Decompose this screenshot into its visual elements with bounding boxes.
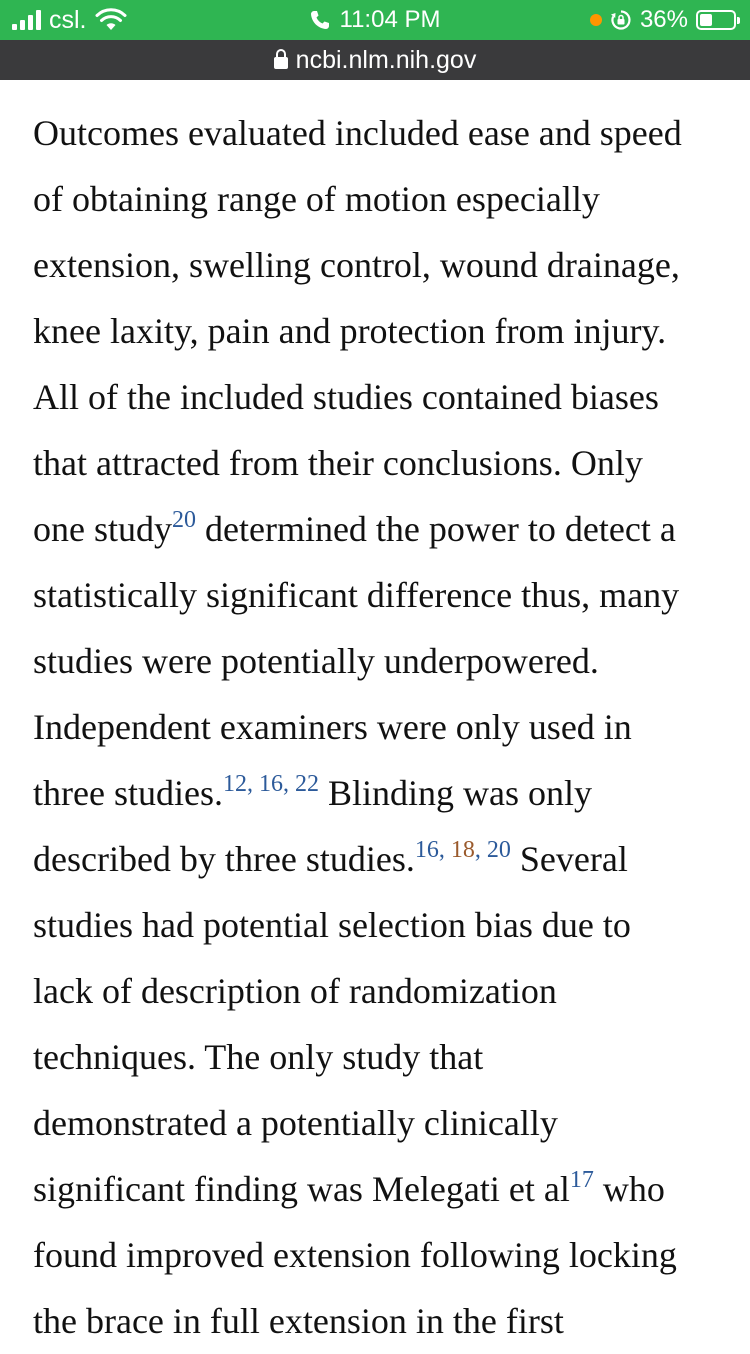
article-line: All of the included studies contained biases	[33, 377, 659, 417]
article-text: significant finding was Melegati et al	[33, 1169, 570, 1209]
article-line: of obtaining range of motion especially	[33, 179, 600, 219]
article-line: demonstrated a potentially clinically	[33, 1103, 558, 1143]
article-line: Independent examiners were only used in	[33, 707, 632, 747]
reference-link[interactable]: 18	[450, 837, 475, 863]
article-line: extension, swelling control, wound drainage,	[33, 245, 680, 285]
reference-separator: ,	[438, 837, 451, 863]
article-line	[33, 1156, 723, 1222]
status-bar	[0, 0, 750, 40]
carrier-name: csl.	[49, 5, 87, 34]
article-line: studies had potential selection bias due to	[33, 905, 631, 945]
article-line: the brace in full extension in the first	[33, 1301, 564, 1341]
article-line	[33, 496, 723, 562]
article-line: that attracted from their conclusions. Only	[33, 443, 643, 483]
article-text: Blinding was only	[318, 773, 592, 813]
article-line: techniques. The only study that	[33, 1037, 484, 1077]
reference-link[interactable]: 20	[486, 837, 511, 863]
address-bar[interactable]	[0, 40, 750, 80]
article-text: who	[593, 1169, 665, 1209]
article-line: knee laxity, pain and protection from injury.	[33, 311, 667, 351]
reference-link[interactable]: 20	[172, 507, 196, 533]
clock-time: 11:04 PM	[339, 6, 441, 33]
article-line: found improved extension following locking	[33, 1235, 677, 1275]
article-line	[33, 760, 723, 826]
orientation-lock-icon	[610, 9, 632, 31]
reference-group	[223, 771, 319, 797]
article-line: statistically significant difference thus, many	[33, 575, 680, 615]
reference-link[interactable]: 12	[222, 771, 247, 797]
article-body	[33, 100, 723, 1354]
phone-call-icon	[310, 10, 330, 30]
battery-level-fill	[700, 14, 712, 26]
lock-icon	[274, 57, 288, 69]
article-line: studies were potentially underpowered.	[33, 641, 599, 681]
battery-percentage: 36%	[639, 6, 688, 33]
status-right	[590, 0, 736, 40]
battery-icon	[696, 10, 736, 30]
microphone-indicator-dot	[590, 14, 602, 26]
article-line: Outcomes evaluated included ease and speed	[33, 113, 682, 153]
url-text[interactable]: ncbi.nlm.nih.gov	[295, 45, 477, 74]
reference-separator: ,	[474, 837, 487, 863]
reference-group	[415, 837, 511, 863]
article-text: described by three studies.	[33, 839, 415, 879]
article-text: determined the power to detect a	[196, 509, 676, 549]
reference-separator: ,	[246, 771, 259, 797]
article-line	[33, 826, 723, 892]
article-line: lack of description of randomization	[33, 971, 557, 1011]
reference-link[interactable]: 16	[414, 837, 439, 863]
article-text: Several	[510, 839, 628, 879]
reference-separator: ,	[282, 771, 295, 797]
reference-link[interactable]: 22	[294, 771, 319, 797]
reference-link[interactable]: 16	[258, 771, 283, 797]
reference-link[interactable]: 17	[569, 1167, 594, 1193]
article-text: three studies.	[33, 773, 223, 813]
article-text: one study	[33, 509, 172, 549]
